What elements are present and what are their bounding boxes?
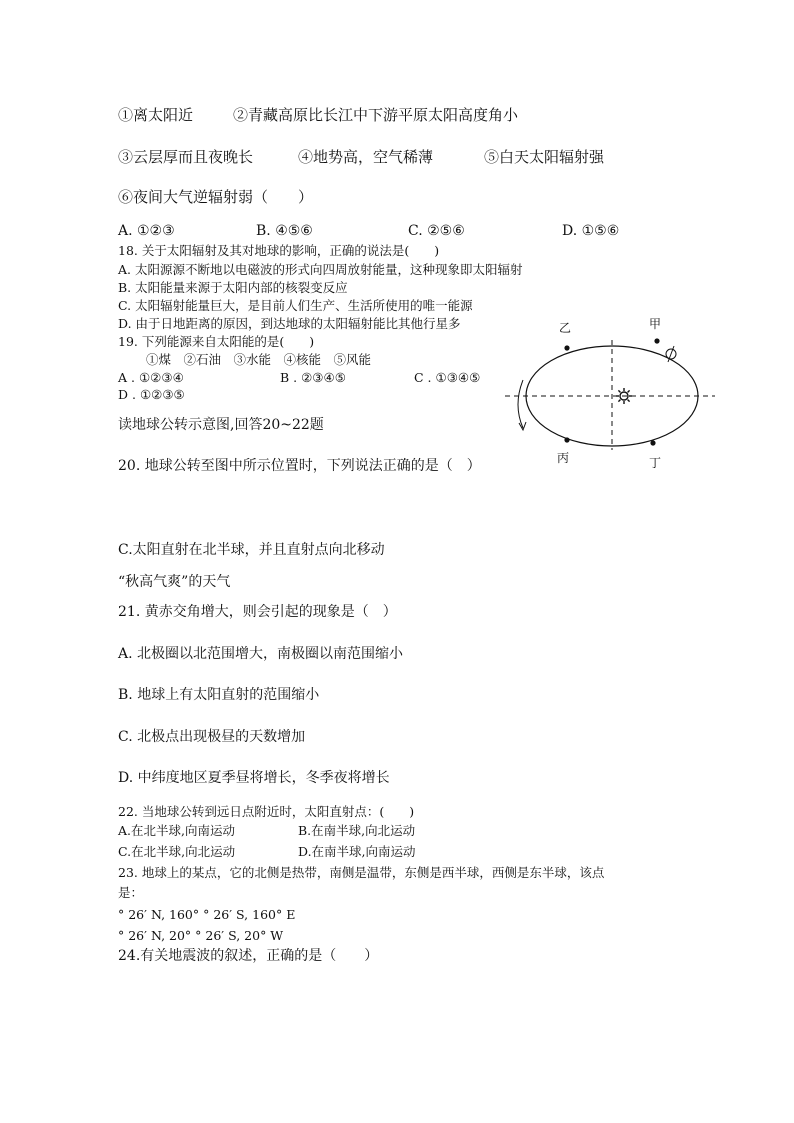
q21-option-a[interactable]: A. 北极圈以北范围增大，南极圈以南范围缩小 xyxy=(118,646,404,662)
q22-stem: 22. 当地球公转到远日点附近时，太阳直射点：( ) xyxy=(118,804,415,819)
q20-option-c[interactable]: C.太阳直射在北半球，并且直射点向北移动 xyxy=(118,542,385,558)
earth-position-bing xyxy=(564,437,569,442)
earth-orbit-diagram xyxy=(505,310,720,475)
q21-stem: 21. 黄赤交角增大，则会引起的现象是（ ） xyxy=(118,604,397,620)
q17-option-b[interactable]: B. ④⑤⑥ xyxy=(256,223,313,239)
q22-options-row-1 xyxy=(0,825,794,841)
earth-position-yi xyxy=(564,345,569,350)
q23-stem-line-2: 是： xyxy=(118,885,144,900)
earth-position-ding xyxy=(650,440,655,445)
q19-option-b[interactable]: B . ②③④⑤ xyxy=(280,370,346,385)
label-yi: 乙 xyxy=(559,321,572,335)
q20-stem: 20. 地球公转至图中所示位置时，下列说法正确的是（ ） xyxy=(118,458,481,474)
q23-stem-line-1: 23. 地球上的某点，它的北侧是热带，南侧是温带，东侧是西半球，西侧是东半球，该点 xyxy=(118,865,605,880)
q21-option-c[interactable]: C. 北极点出现极昼的天数增加 xyxy=(118,729,306,745)
q23-coordinates-1[interactable]: ° 26′ N, 160° ° 26′ S, 160° E xyxy=(118,907,296,922)
q22-option-c[interactable]: C.在北半球,向北运动 xyxy=(118,844,236,859)
q22-option-b[interactable]: B.在南半球,向北运动 xyxy=(298,823,416,838)
q17-options xyxy=(0,224,794,242)
q17-option-a[interactable]: A. ①②③ xyxy=(118,223,175,239)
q18-option-a[interactable]: A. 太阳源源不断地以电磁波的形式向四周放射能量，这种现象即太阳辐射 xyxy=(118,262,523,277)
q18-option-d[interactable]: D. 由于日地距离的原因，到达地球的太阳辐射能比其他行星多 xyxy=(118,316,461,331)
q20-fragment: “秋高气爽”的天气 xyxy=(118,574,231,590)
label-bing: 丙 xyxy=(557,451,570,465)
q22-option-a[interactable]: A.在北半球,向南运动 xyxy=(118,823,235,838)
q18-stem: 18. 关于太阳辐射及其对地球的影响，正确的说法是( ) xyxy=(118,243,440,258)
q21-option-b[interactable]: B. 地球上有太阳直射的范围缩小 xyxy=(118,687,320,703)
q19-option-d[interactable]: D . ①②③⑤ xyxy=(118,387,185,402)
q18-option-b[interactable]: B. 太阳能量来源于太阳内部的核裂变反应 xyxy=(118,280,348,295)
reading-instruction: 读地球公转示意图,回答20~22题 xyxy=(118,417,324,433)
q21-option-d[interactable]: D. 中纬度地区夏季昼将增长，冬季夜将增长 xyxy=(118,770,390,786)
q17-factor-5: ⑤白天太阳辐射强 xyxy=(484,148,605,166)
q19-option-c[interactable]: C . ①③④⑤ xyxy=(414,370,481,385)
direction-arrow xyxy=(518,380,523,428)
q19-items: ①煤 ②石油 ③水能 ④核能 ⑤风能 xyxy=(146,352,372,367)
q17-option-d[interactable]: D. ①⑤⑥ xyxy=(562,223,620,239)
q18-option-c[interactable]: C. 太阳辐射能量巨大，是目前人们生产、生活所使用的唯一能源 xyxy=(118,298,473,313)
q17-factor-2: ②青藏高原比长江中下游平原太阳高度角小 xyxy=(233,106,519,124)
q22-options-row-2 xyxy=(0,846,794,862)
earth-position-jia xyxy=(654,338,659,343)
q17-factor-4: ④地势高，空气稀薄 xyxy=(298,148,434,166)
q19-option-a[interactable]: A . ①②③④ xyxy=(118,370,184,385)
q22-option-d[interactable]: D.在南半球,向南运动 xyxy=(298,844,416,859)
q17-factor-3: ③云层厚而且夜晚长 xyxy=(118,148,254,166)
q24-stem: 24.有关地震波的叙述，正确的是（ ） xyxy=(118,948,379,964)
q23-coordinates-2[interactable]: ° 26′ N, 20° ° 26′ S, 20° W xyxy=(118,928,284,943)
q19-options-row-1 xyxy=(0,372,520,388)
q17-factor-6: ⑥夜间大气逆辐射弱（ ） xyxy=(118,188,314,206)
q17-option-c[interactable]: C. ②⑤⑥ xyxy=(408,223,465,239)
q17-factor-1: ①离太阳近 xyxy=(118,106,194,124)
label-jia: 甲 xyxy=(649,317,662,331)
label-ding: 丁 xyxy=(649,456,662,470)
q19-stem: 19. 下列能源来自太阳能的是( ) xyxy=(118,334,315,349)
